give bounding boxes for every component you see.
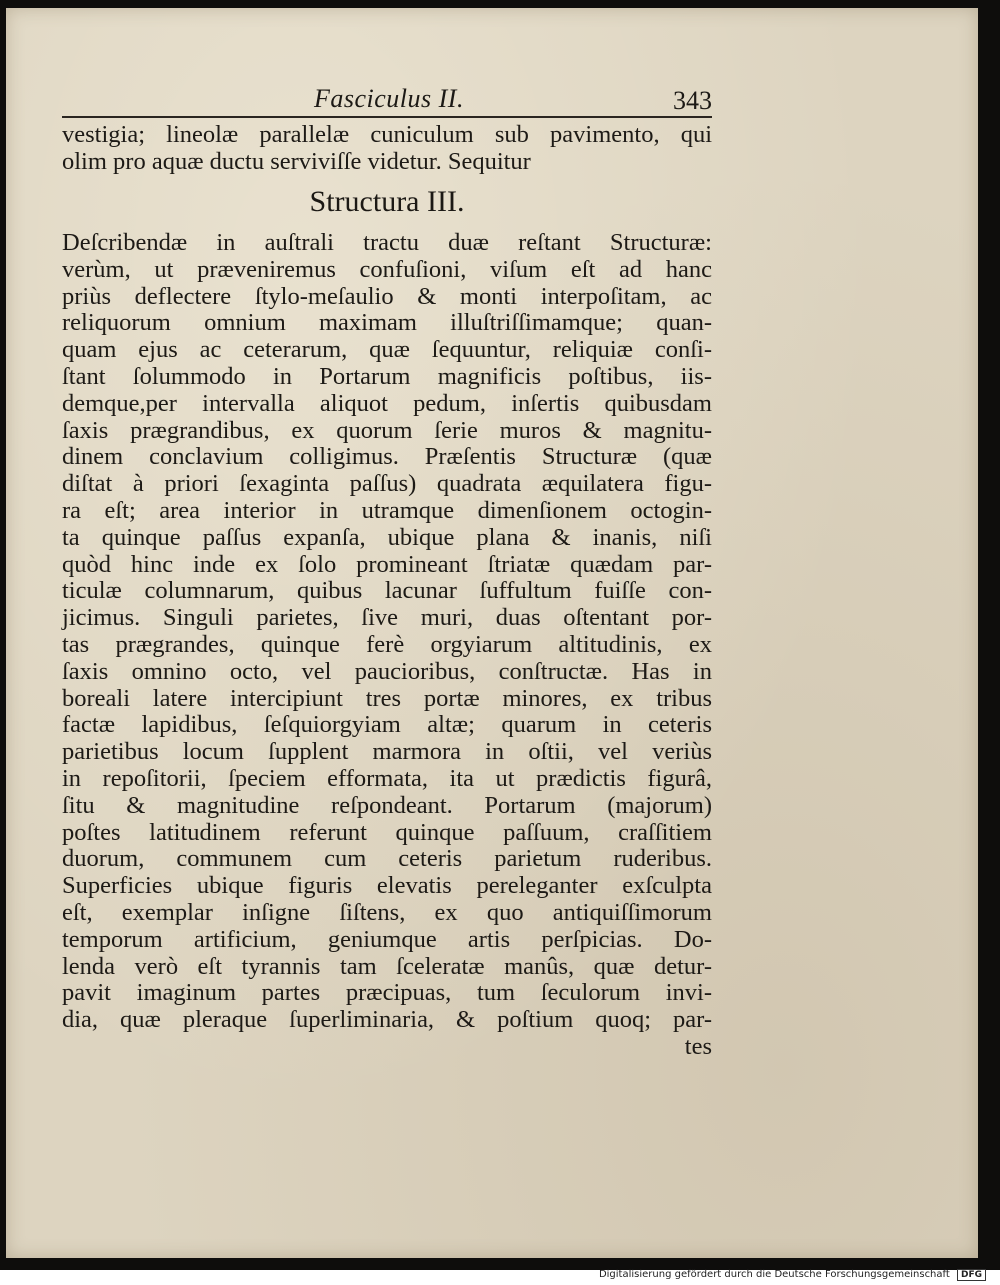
text-line: in repoſitorii, ſpeciem efformata, ita ut prædictis figurâ, [62, 764, 712, 792]
text-line: priùs deflectere ſtylo-meſaulio & monti interpoſitam, ac [62, 282, 712, 310]
text-line: pavit imaginum partes præcipuas, tum ſeculorum invi- [62, 979, 712, 1007]
text-line: olim pro aquæ ductu serviviſſe videtur. Sequitur [62, 147, 531, 175]
text-line: Deſcribendæ in auſtrali tractu duæ reſtant Structuræ: [62, 229, 712, 256]
text-line: poſtes latitudinem referunt quinque paſſuum, craſſitiem [62, 818, 712, 846]
text-line: ra eſt; area interior in utramque dimenſionem octogin- [62, 496, 712, 524]
text-line: ta quinque paſſus expanſa, ubique plana & inanis, niſi [62, 523, 712, 551]
page-header [62, 84, 712, 124]
text-line: jicimus. Singuli parietes, ſive muri, duas oſtentant por- [62, 604, 712, 632]
text-line: factæ lapidibus, ſeſquiorgyiam altæ; quarum in ceteris [62, 711, 712, 739]
text-line: ſtant ſolummodo in Portarum magnificis poſtibus, iis- [62, 362, 712, 390]
text-line: duorum, communem cum ceteris parietum ruderibus. [62, 845, 712, 873]
text-line: vestigia; lineolæ parallelæ cuniculum sub pavimento, qui [62, 121, 712, 148]
text-line: parietibus locum ſupplent marmora in oſtii, vel veriùs [62, 738, 712, 766]
text-line: reliquorum omnium maximam illuſtriſſimamque; quan- [62, 309, 712, 337]
text-line: verùm, ut præveniremus confuſioni, viſum eſt ad hanc [62, 255, 712, 283]
credit-text: Digitalisierung gefördert durch die Deutsche Forschungsgemeinschaft [598, 1269, 950, 1280]
text-line: ticulæ columnarum, quibus lacunar ſuffultum fuiſſe con- [62, 577, 712, 605]
carryover-paragraph [62, 122, 712, 176]
section-title: Structura III. [309, 185, 465, 218]
text-line: quòd hinc inde ex ſolo promineant ſtriatæ quædam par- [62, 550, 712, 578]
text-line: ſaxis prægrandibus, ex quorum ſerie muros & magnitu- [62, 416, 712, 444]
text-line: dinem conclavium colligimus. Præſentis Structuræ (quæ [62, 443, 712, 471]
body-paragraph [62, 230, 712, 1061]
text-line: quam ejus ac ceterarum, quæ ſequuntur, reliquiæ conſi- [62, 336, 712, 364]
text-line: diſtat à priori ſexaginta paſſus) quadrata æquilatera figu- [62, 470, 712, 498]
text-line: ſaxis omnino octo, vel paucioribus, conſtructæ. Has in [62, 657, 712, 685]
text-line: demque,per intervalla aliquot pedum, inſertis quibusdam [62, 389, 712, 417]
text-line: boreali latere intercipiunt tres portæ minores, ex tribus [62, 684, 712, 712]
dfg-logo: DFG [957, 1269, 986, 1281]
text-line: ſitu & magnitudine reſpondeant. Portarum (majorum) [62, 791, 712, 819]
header-rule [62, 116, 712, 118]
text-line: tas prægrandes, quinque ferè orgyiarum altitudinis, ex [62, 630, 712, 658]
text-line: lenda verò eſt tyrannis tam ſceleratæ manûs, quæ detur- [62, 952, 712, 980]
catchword: tes [684, 1032, 712, 1060]
text-line: dia, quæ pleraque ſuperliminaria, & poſtium quoq; par- [62, 1006, 712, 1034]
digitization-credit [599, 1269, 986, 1281]
text-line: eſt, exemplar inſigne ſiſtens, ex quo antiquiſſimorum [62, 898, 712, 926]
text-line: Superficies ubique figuris elevatis pereleganter exſculpta [62, 872, 712, 900]
text-line: temporum artificium, geniumque artis perſpicias. Do- [62, 925, 712, 953]
page-number: 343 [673, 86, 712, 115]
running-title: Fasciculus II. [314, 84, 464, 113]
